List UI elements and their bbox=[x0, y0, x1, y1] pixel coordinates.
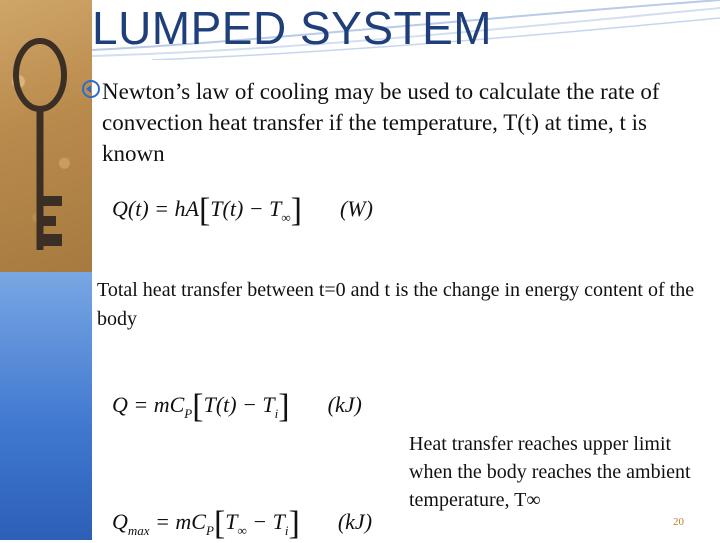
eq1-sub: ∞ bbox=[281, 210, 291, 225]
equation-newton-cooling bbox=[112, 192, 373, 230]
eq2-unit: (kJ) bbox=[327, 392, 362, 417]
key-photo bbox=[0, 0, 92, 272]
eq1-bracket-left: [ bbox=[198, 192, 211, 229]
eq3-mid: = mC bbox=[149, 509, 206, 534]
eq3-bracket-b: − T bbox=[246, 509, 285, 534]
eq3-bracket-a: T bbox=[225, 509, 238, 534]
bullet-paragraph: Newton’s law of cooling may be used to calculate the rate of convection heat transfer if the temperature, T(t) at time, t is known bbox=[102, 79, 660, 166]
bullet-icon bbox=[80, 78, 102, 100]
upper-limit-text: Heat transfer reaches upper limit when the body reaches the ambient temperature, T∞ bbox=[409, 433, 691, 511]
eq3-sub-max: max bbox=[127, 523, 150, 538]
eq3-sub-a: ∞ bbox=[237, 523, 247, 538]
eq2-lhs: Q = mC bbox=[112, 392, 185, 417]
eq3-sub-p: P bbox=[205, 523, 214, 538]
eq2-sub: i bbox=[274, 406, 279, 421]
eq1-unit: (W) bbox=[339, 196, 373, 221]
eq1-bracket-right: ] bbox=[290, 192, 302, 229]
eq3-unit: (kJ) bbox=[337, 509, 373, 534]
eq3-bracket-right: ] bbox=[288, 505, 300, 542]
eq1-lhs: Q(t) = hA bbox=[112, 196, 199, 221]
eq3-bracket-left: [ bbox=[213, 505, 226, 542]
slide-title: LUMPED SYSTEM bbox=[92, 2, 493, 54]
eq3-lhs: Q bbox=[112, 509, 128, 534]
page-number: 20 bbox=[673, 516, 684, 528]
eq2-bracket-left: [ bbox=[192, 388, 204, 425]
eq2-bracket-right: ] bbox=[278, 388, 290, 425]
eq2-bracket-content: T(t) − T bbox=[203, 392, 275, 417]
equation-total-heat bbox=[112, 388, 362, 426]
eq2-sub-p: P bbox=[184, 406, 193, 421]
equation-max-heat bbox=[112, 505, 372, 543]
total-heat-transfer-text: Total heat transfer between t=0 and t is the change in energy content of the body bbox=[97, 279, 695, 330]
eq3-sub-b: i bbox=[284, 523, 289, 538]
eq1-bracket-content: T(t) − T bbox=[210, 196, 282, 221]
